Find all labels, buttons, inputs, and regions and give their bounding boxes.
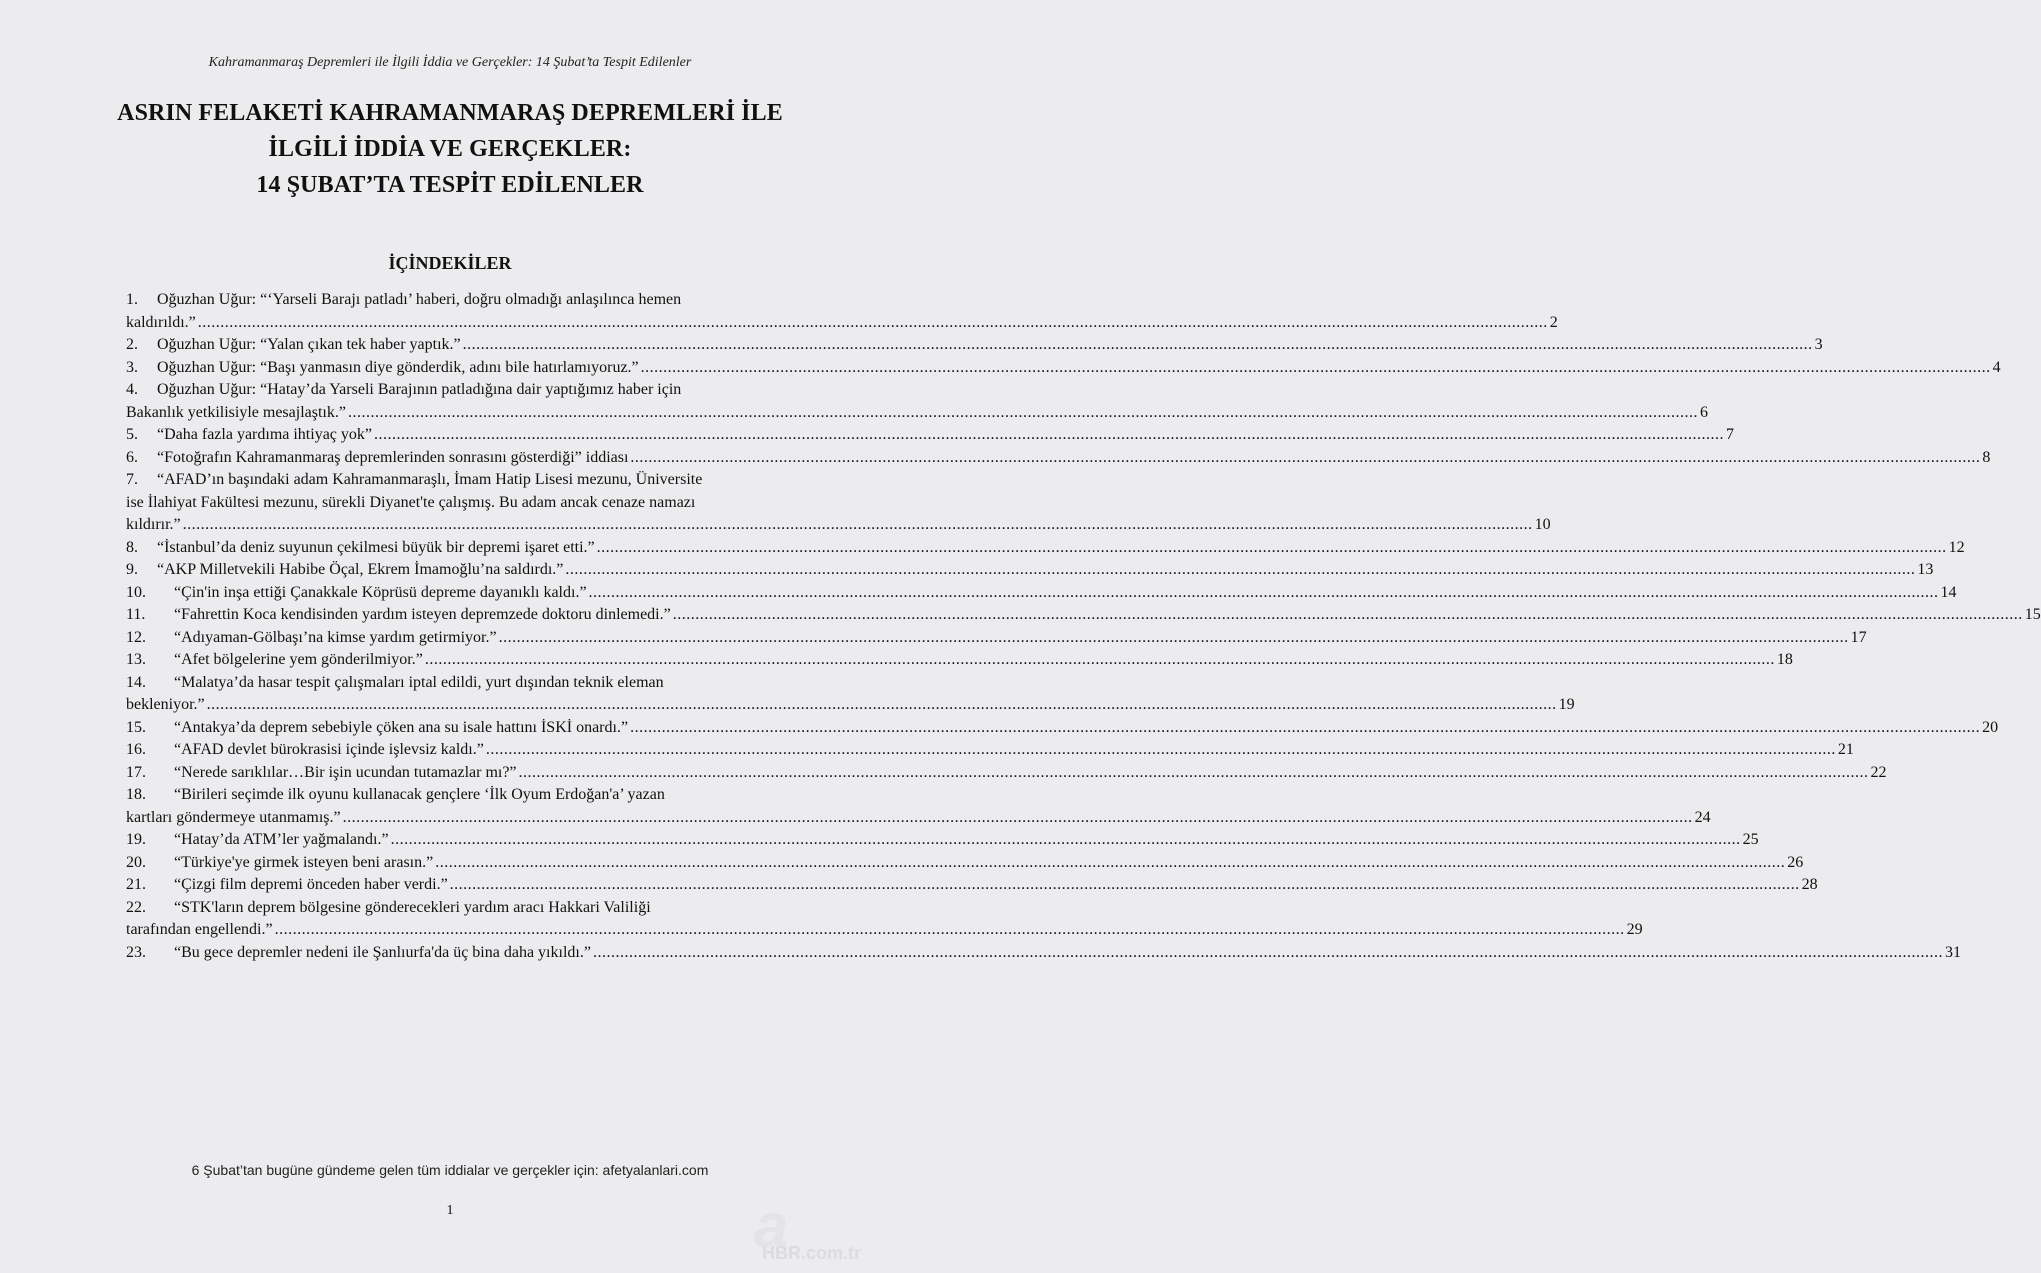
toc-leader-dots: ............................................................................................................................................................................................................................................................................................................ [347,403,1698,421]
toc-page-number: 29 [1626,921,1643,938]
toc-entry-text: “Adıyaman-Gölbaşı’na kimse yardım getirmiyor.” [174,628,497,646]
toc-entry[interactable] [126,582,1957,605]
toc-page-number: 8 [1982,448,1991,466]
toc-page-number: 13 [1917,561,1934,578]
toc-entry-text: “AKP Milletvekili Habibe Öçal, Ekrem İmamoğlu’na saldırdı.” [157,561,564,578]
toc-leader-dots: ............................................................................................................................................................................................................................................................................................................ [498,628,1849,646]
toc-page-number: 21 [1837,741,1854,758]
toc-entry[interactable] [126,717,1999,740]
toc-leader-dots: ............................................................................................................................................................................................................................................................................................................ [424,651,1775,668]
toc-entry-number: 21. [126,876,146,893]
toc-entry[interactable] [126,829,1759,852]
toc-entry-number: 2. [126,336,138,353]
toc-entry[interactable] [126,357,2001,380]
toc-entry[interactable] [126,852,1804,875]
toc-leader-dots: ............................................................................................................................................................................................................................................................................................................ [449,876,1800,893]
toc-entry-number: 20. [126,853,146,871]
toc-leader-dots: ............................................................................................................................................................................................................................................................................................................ [596,538,1947,556]
toc-leader-dots: ............................................................................................................................................................................................................................................................................................................ [640,358,1991,376]
toc-entry-number: 4. [126,381,138,398]
toc-entry[interactable] [126,379,1708,424]
toc-page-number: 3 [1814,336,1823,353]
toc-entry[interactable] [126,424,1734,447]
toc-entry-text: “Fotoğrafın Kahramanmaraş depremlerinden sonrasını gösterdiği” iddiası [157,448,629,466]
toc-entry[interactable] [126,942,1961,965]
toc-page-number: 22 [1870,763,1887,781]
toc-leader-dots: ............................................................................................................................................................................................................................................................................................................ [672,606,2023,623]
toc-entry[interactable] [126,784,1711,829]
toc-entry-text: “Fahrettin Koca kendisinden yardım isteyen depremzede doktoru dinlemedi.” [174,606,671,623]
toc-entry[interactable] [126,627,1867,650]
toc-page-number: 20 [1982,718,1999,736]
toc-page-number: 24 [1694,808,1711,826]
toc-entry-text: “Daha fazla yardıma ihtiyaç yok” [157,426,372,443]
toc-entry-text: Oğuzhan Uğur: “Yalan çıkan tek haber yaptık.” [157,336,461,353]
toc-entry[interactable] [126,537,1965,560]
toc-leader-dots: ............................................................................................................................................................................................................................................................................................................ [274,921,1625,938]
toc-entry-text: “Türkiye'ye girmek isteyen beni arasın.” [174,853,434,871]
toc-entry-number: 8. [126,538,138,556]
toc-entry[interactable] [126,739,1854,762]
toc-entry-number: 9. [126,561,138,578]
toc-leader-dots: ............................................................................................................................................................................................................................................................................................................ [390,831,1741,848]
toc-entry-number: 12. [126,628,146,646]
toc-leader-dots: ............................................................................................................................................................................................................................................................................................................ [485,741,1836,758]
toc-entry-number: 18. [126,786,146,803]
toc-page-number: 12 [1948,538,1965,556]
toc-heading: İÇİNDEKİLER [388,253,512,273]
toc-entry-number: 7. [126,471,138,488]
toc-leader-dots: ............................................................................................................................................................................................................................................................................................................ [182,516,1533,533]
toc-leader-dots: ............................................................................................................................................................................................................................................................................................................ [435,853,1786,871]
running-header: Kahramanmaraş Depremleri ile İlgili İddia ve Gerçekler: 14 Şubat’ta Tespit Edilenler [208,55,692,70]
toc-entry-number: 19. [126,831,146,848]
toc-page-number: 18 [1776,651,1793,668]
toc-leader-dots: ............................................................................................................................................................................................................................................................................................................ [630,448,1981,466]
toc-entry-text: Oğuzhan Uğur: “Hatay’da Yarseli Barajının patladığına dair yaptığımız haber için [157,381,682,398]
hbr-watermark-logo [752,1192,892,1265]
toc-entry-text: ise İlahiyat Fakültesi mezunu, sürekli Diyanet'te çalışmış. Bu adam ancak cenaze namazı [126,493,696,511]
toc-entry-number: 16. [126,741,146,758]
svg-text:a: a [754,1192,789,1261]
toc-entry-number: 15. [126,718,146,736]
toc-entry-number: 23. [126,943,146,961]
toc-entry[interactable] [126,289,1558,334]
toc-entry-text: “Çizgi film depremi önceden haber verdi.” [174,876,448,893]
toc-entry-number: 1. [126,291,138,308]
toc-entry-number: 13. [126,651,146,668]
toc-entry-text: Bakanlık yetkilisiyle mesajlaştık.” [126,403,346,421]
toc-entry-text: “Hatay’da ATM’ler yağmalandı.” [174,831,389,848]
toc-entry-number: 3. [126,358,138,376]
toc-entry[interactable] [126,874,1818,897]
toc-leader-dots: ............................................................................................................................................................................................................................................................................................................ [197,313,1548,331]
toc-leader-dots: ............................................................................................................................................................................................................................................................................................................ [518,763,1869,781]
toc-entry-text: kıldırır.” [126,516,181,533]
toc-entry[interactable] [126,469,1551,537]
toc-entry-text: “STK'ların deprem bölgesine gönderecekleri yardım aracı Hakkari Valiliği [174,898,651,916]
toc-leader-dots: ............................................................................................................................................................................................................................................................................................................ [206,696,1557,713]
toc-entry-text: Oğuzhan Uğur: “‘Yarseli Barajı patladı’ haberi, doğru olmadığı anlaşılınca hemen [157,291,682,308]
toc-leader-dots: ............................................................................................................................................................................................................................................................................................................ [592,943,1943,961]
toc-page-number: 31 [1944,943,1961,961]
toc-entry-text: “AFAD devlet bürokrasisi içinde işlevsiz kaldı.” [174,741,484,758]
toc-page-number: 14 [1940,583,1957,601]
toc-entry[interactable] [126,559,1934,582]
toc-entry-text: “İstanbul’da deniz suyunun çekilmesi büyük bir depremi işaret etti.” [157,538,595,556]
toc-entry-text: Oğuzhan Uğur: “Başı yanmasın diye gönderdik, adını bile hatırlamıyoruz.” [157,358,639,376]
toc-page-number: 28 [1801,876,1818,893]
toc-page-number: 6 [1699,403,1708,421]
toc-leader-dots: ............................................................................................................................................................................................................................................................................................................ [630,718,1981,736]
toc-entry-number: 5. [126,426,138,443]
toc-entry[interactable] [126,334,1823,357]
toc-entry-text: “Afet bölgelerine yem gönderilmiyor.” [174,651,423,668]
toc-entry-text: “Birileri seçimde ilk oyunu kullanacak gençlere ‘İlk Oyum Erdoğan'a’ yazan [174,786,665,803]
toc-leader-dots: ............................................................................................................................................................................................................................................................................................................ [588,583,1939,601]
footer-note: 6 Şubat’tan bugüne gündeme gelen tüm iddialar ve gerçekler için: afetyalanlari.com [191,1162,709,1178]
toc-entry-text: bekleniyor.” [126,696,205,713]
toc-leader-dots: ............................................................................................................................................................................................................................................................................................................ [342,808,1693,826]
toc-page-number: 7 [1726,426,1734,443]
page-number: 1 [446,1203,454,1218]
toc-entry-number: 10. [126,583,146,601]
toc-entry[interactable] [126,447,1991,470]
toc-entry-text: “AFAD’ın başındaki adam Kahramanmaraşlı, İmam Hatip Lisesi mezunu, Üniversite [157,471,703,488]
document-title [60,95,840,203]
toc-page-number: 19 [1558,696,1575,713]
toc-page-number: 25 [1742,831,1759,848]
toc-entry-text: kartları göndermeye utanmamış.” [126,808,341,826]
toc-entry-text: “Nerede sarıklılar…Bir işin ucundan tutamazlar mı?” [174,763,517,781]
toc-entry[interactable] [126,897,1643,942]
toc-entry-text: tarafından engellendi.” [126,921,273,938]
title-line: 14 ŞUBAT’TA TESPİT EDİLENLER [256,172,644,198]
toc-entry-number: 22. [126,898,146,916]
toc-entry[interactable] [126,649,1793,672]
table-of-contents [126,289,2041,964]
title-line: ASRIN FELAKETİ KAHRAMANMARAŞ DEPREMLERİ İLE [117,100,783,126]
toc-entry[interactable] [126,604,2041,627]
svg-text:HBR.com.tr: HBR.com.tr [762,1243,862,1263]
toc-page-number: 4 [1992,358,2001,376]
toc-entry-text: kaldırıldı.” [126,313,196,331]
toc-page-number: 10 [1534,516,1551,533]
toc-leader-dots: ............................................................................................................................................................................................................................................................................................................ [462,336,1813,353]
toc-page-number: 2 [1549,313,1558,331]
toc-entry-number: 14. [126,673,146,691]
toc-entry[interactable] [126,762,1887,785]
toc-page-number: 26 [1787,853,1804,871]
toc-entry-number: 17. [126,763,146,781]
toc-page-number: 17 [1850,628,1867,646]
toc-page-number: 15 [2024,606,2041,623]
toc-entry-text: “Bu gece depremler nedeni ile Şanlıurfa'da üç bina daha yıkıldı.” [174,943,591,961]
toc-entry-text: “Malatya’da hasar tespit çalışmaları iptal edildi, yurt dışından teknik eleman [174,673,664,691]
toc-entry-text: “Çin'in inşa ettiği Çanakkale Köprüsü depreme dayanıklı kaldı.” [174,583,587,601]
toc-leader-dots: ............................................................................................................................................................................................................................................................................................................ [374,426,1724,443]
toc-leader-dots: ............................................................................................................................................................................................................................................................................................................ [565,561,1916,578]
title-line: İLGİLİ İDDİA VE GERÇEKLER: [268,136,632,162]
toc-entry[interactable] [126,672,1575,717]
toc-entry-number: 6. [126,448,138,466]
hbr-logo-icon [752,1192,892,1265]
toc-entry-text: “Antakya’da deprem sebebiyle çöken ana su isale hattını İSKİ onardı.” [174,718,629,736]
toc-entry-number: 11. [126,606,146,623]
